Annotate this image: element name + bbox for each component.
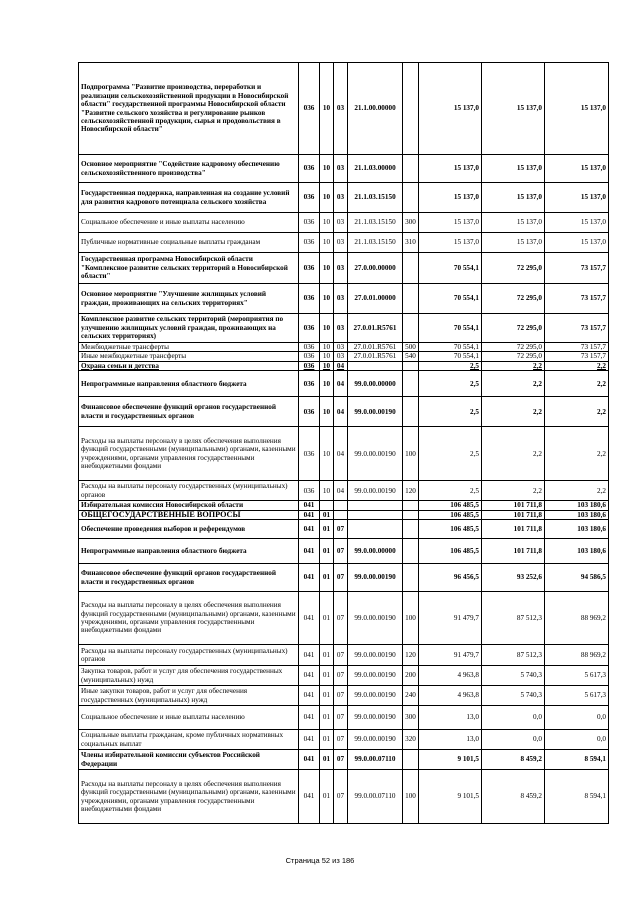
- row-name: Финансовое обеспечение функций органов государственной власти и государственных органов: [79, 564, 299, 592]
- department-code: 036: [299, 371, 320, 397]
- amount-year-2: 5 740,3: [482, 666, 545, 686]
- row-name: Закупка товаров, работ и услуг для обеспечения государственных (муниципальных) нужд: [79, 666, 299, 686]
- amount-year-1: 106 485,5: [419, 501, 482, 510]
- target-article-code: 21.1.03.15150: [348, 233, 403, 253]
- subsection-code: 04: [334, 427, 348, 481]
- amount-year-2: 2,2: [482, 397, 545, 427]
- row-name: Государственная программа Новосибирской области "Комплексное развитие сельских территорий в Новосибирской области": [79, 253, 299, 284]
- subsection-code: 07: [334, 539, 348, 564]
- row-name: Основное мероприятие "Улучшение жилищных условий граждан, проживающих на сельских территориях": [79, 284, 299, 314]
- budget-table: [78, 62, 609, 824]
- amount-year-2: 72 295,0: [482, 314, 545, 343]
- amount-year-1: 13,0: [419, 730, 482, 750]
- department-code: 036: [299, 481, 320, 501]
- target-article-code: 99.0.00.00190: [348, 592, 403, 645]
- expense-type-code: 100: [403, 592, 419, 645]
- section-code: 10: [320, 481, 334, 501]
- page-number: Страница 52 из 186: [285, 856, 355, 865]
- amount-year-1: 106 485,5: [419, 539, 482, 564]
- department-code: 036: [299, 213, 320, 233]
- amount-year-2: 5 740,3: [482, 686, 545, 706]
- section-code: 10: [320, 371, 334, 397]
- section-code: 10: [320, 427, 334, 481]
- section-code: 01: [320, 520, 334, 539]
- row-name: Охрана семьи и детства: [79, 361, 299, 370]
- expense-type-code: [403, 284, 419, 314]
- department-code: 041: [299, 539, 320, 564]
- expense-type-code: 300: [403, 213, 419, 233]
- expense-type-code: 200: [403, 666, 419, 686]
- section-code: 01: [320, 706, 334, 730]
- row-name: Подпрограмма "Развитие производства, переработки и реализации сельскохозяйственной продукции в Новосибирской области" государственной программы Новосибирской области "Развитие сельского хозяйства и регулирование рынков сельскохозяйственной продукции, сырья и продовольствия в Новосибирской области": [79, 63, 299, 155]
- row-name: Непрограммные направления областного бюджета: [79, 371, 299, 397]
- expense-type-code: [403, 539, 419, 564]
- section-code: 01: [320, 750, 334, 770]
- target-article-code: 99.0.00.00190: [348, 730, 403, 750]
- amount-year-3: 73 157,7: [545, 343, 609, 352]
- amount-year-3: 2,2: [545, 397, 609, 427]
- amount-year-3: 15 137,0: [545, 233, 609, 253]
- target-article-code: 21.1.03.15150: [348, 183, 403, 213]
- subsection-code: 03: [334, 284, 348, 314]
- subsection-code: 07: [334, 564, 348, 592]
- amount-year-3: 88 969,2: [545, 592, 609, 645]
- target-article-code: 99.0.00.00190: [348, 397, 403, 427]
- amount-year-1: 15 137,0: [419, 213, 482, 233]
- row-name: Иные закупки товаров, работ и услуг для обеспечения государственных (муниципальных) нужд: [79, 686, 299, 706]
- amount-year-3: 103 180,6: [545, 501, 609, 510]
- table-row: [79, 501, 609, 510]
- expense-type-code: 300: [403, 706, 419, 730]
- table-row: [79, 314, 609, 343]
- section-code: 10: [320, 183, 334, 213]
- amount-year-3: 88 969,2: [545, 645, 609, 666]
- amount-year-2: 87 512,3: [482, 645, 545, 666]
- subsection-code: 07: [334, 750, 348, 770]
- amount-year-3: 8 594,1: [545, 750, 609, 770]
- amount-year-1: 15 137,0: [419, 233, 482, 253]
- amount-year-1: 15 137,0: [419, 63, 482, 155]
- section-code: 10: [320, 63, 334, 155]
- department-code: 041: [299, 645, 320, 666]
- amount-year-1: 96 456,5: [419, 564, 482, 592]
- row-name: Обеспечение проведения выборов и референдумов: [79, 520, 299, 539]
- amount-year-3: 0,0: [545, 730, 609, 750]
- target-article-code: [348, 361, 403, 370]
- amount-year-2: 2,2: [482, 361, 545, 370]
- row-name: Непрограммные направления областного бюджета: [79, 539, 299, 564]
- department-code: 036: [299, 397, 320, 427]
- subsection-code: 04: [334, 361, 348, 370]
- table-row: [79, 397, 609, 427]
- expense-type-code: 540: [403, 352, 419, 361]
- table-row: [79, 361, 609, 370]
- subsection-code: 07: [334, 520, 348, 539]
- row-name: Расходы на выплаты персоналу государственных (муниципальных) органов: [79, 645, 299, 666]
- subsection-code: 03: [334, 253, 348, 284]
- amount-year-3: 73 157,7: [545, 314, 609, 343]
- amount-year-3: 103 180,6: [545, 539, 609, 564]
- expense-type-code: 500: [403, 343, 419, 352]
- subsection-code: 03: [334, 352, 348, 361]
- target-article-code: [348, 510, 403, 519]
- amount-year-3: 73 157,7: [545, 284, 609, 314]
- subsection-code: 07: [334, 686, 348, 706]
- subsection-code: 07: [334, 770, 348, 824]
- amount-year-1: 70 554,1: [419, 284, 482, 314]
- department-code: 041: [299, 750, 320, 770]
- section-code: 10: [320, 213, 334, 233]
- amount-year-3: 15 137,0: [545, 155, 609, 183]
- subsection-code: 03: [334, 343, 348, 352]
- amount-year-2: 72 295,0: [482, 284, 545, 314]
- target-article-code: 99.0.00.00190: [348, 645, 403, 666]
- department-code: 041: [299, 730, 320, 750]
- department-code: 041: [299, 770, 320, 824]
- subsection-code: [334, 510, 348, 519]
- table-row: [79, 770, 609, 824]
- section-code: 10: [320, 233, 334, 253]
- amount-year-2: 2,2: [482, 481, 545, 501]
- subsection-code: 07: [334, 592, 348, 645]
- amount-year-1: 70 554,1: [419, 253, 482, 284]
- table-row: [79, 343, 609, 352]
- table-row: [79, 233, 609, 253]
- table-body: [79, 63, 609, 824]
- row-name: Иные межбюджетные трансферты: [79, 352, 299, 361]
- amount-year-2: 0,0: [482, 730, 545, 750]
- expense-type-code: [403, 314, 419, 343]
- table-row: [79, 183, 609, 213]
- department-code: 036: [299, 361, 320, 370]
- section-code: 10: [320, 155, 334, 183]
- section-code: 01: [320, 592, 334, 645]
- section-code: 01: [320, 510, 334, 519]
- amount-year-2: 72 295,0: [482, 343, 545, 352]
- department-code: 036: [299, 314, 320, 343]
- target-article-code: 99.0.00.00000: [348, 539, 403, 564]
- department-code: 036: [299, 253, 320, 284]
- row-name: Социальное обеспечение и иные выплаты населению: [79, 213, 299, 233]
- expense-type-code: 120: [403, 645, 419, 666]
- amount-year-3: 5 617,3: [545, 666, 609, 686]
- amount-year-2: 72 295,0: [482, 253, 545, 284]
- row-name: Расходы на выплаты персоналу в целях обеспечения выполнения функций государственными (муниципальными) органами, казенными учреждениями, органами управления государственными внебюджетными фондами: [79, 427, 299, 481]
- table-row: [79, 371, 609, 397]
- amount-year-2: 101 711,8: [482, 539, 545, 564]
- table-row: [79, 481, 609, 501]
- amount-year-2: 0,0: [482, 706, 545, 730]
- amount-year-1: 91 479,7: [419, 592, 482, 645]
- table-row: [79, 352, 609, 361]
- target-article-code: 99.0.00.00190: [348, 666, 403, 686]
- target-article-code: 21.1.03.00000: [348, 155, 403, 183]
- amount-year-2: 87 512,3: [482, 592, 545, 645]
- amount-year-3: 103 180,6: [545, 510, 609, 519]
- section-code: 10: [320, 343, 334, 352]
- expense-type-code: [403, 750, 419, 770]
- subsection-code: 04: [334, 481, 348, 501]
- row-name: ОБЩЕГОСУДАРСТВЕННЫЕ ВОПРОСЫ: [79, 510, 299, 519]
- table-row: [79, 645, 609, 666]
- target-article-code: 27.0.01.R5761: [348, 343, 403, 352]
- department-code: 041: [299, 501, 320, 510]
- department-code: 036: [299, 155, 320, 183]
- amount-year-3: 94 586,5: [545, 564, 609, 592]
- amount-year-2: 15 137,0: [482, 155, 545, 183]
- table-row: [79, 686, 609, 706]
- amount-year-3: 2,2: [545, 361, 609, 370]
- amount-year-1: 70 554,1: [419, 343, 482, 352]
- target-article-code: 99.0.00.00190: [348, 686, 403, 706]
- section-code: 10: [320, 361, 334, 370]
- target-article-code: 27.0.00.00000: [348, 253, 403, 284]
- target-article-code: 99.0.00.00000: [348, 371, 403, 397]
- expense-type-code: [403, 397, 419, 427]
- table-row: [79, 564, 609, 592]
- amount-year-3: 2,2: [545, 371, 609, 397]
- table-row: [79, 730, 609, 750]
- target-article-code: 27.0.01.R5761: [348, 314, 403, 343]
- target-article-code: 21.1.00.00000: [348, 63, 403, 155]
- row-name: Государственная поддержка, направленная на создание условий для развития кадрового потенциала сельского хозяйства: [79, 183, 299, 213]
- amount-year-3: 2,2: [545, 481, 609, 501]
- target-article-code: 21.1.03.15150: [348, 213, 403, 233]
- table-row: [79, 427, 609, 481]
- amount-year-1: 13,0: [419, 706, 482, 730]
- amount-year-3: 2,2: [545, 427, 609, 481]
- table-row: [79, 706, 609, 730]
- amount-year-2: 101 711,8: [482, 501, 545, 510]
- department-code: 041: [299, 510, 320, 519]
- row-name: Расходы на выплаты персоналу в целях обеспечения выполнения функций государственными (муниципальными) органами, казенными учреждениями, органами управления государственными внебюджетными фондами: [79, 770, 299, 824]
- row-name: Члены избирательной комиссии субъектов Российской Федерации: [79, 750, 299, 770]
- subsection-code: 03: [334, 63, 348, 155]
- amount-year-2: 101 711,8: [482, 510, 545, 519]
- row-name: Финансовое обеспечение функций органов государственной власти и государственных органов: [79, 397, 299, 427]
- department-code: 041: [299, 564, 320, 592]
- department-code: 041: [299, 592, 320, 645]
- subsection-code: 04: [334, 371, 348, 397]
- amount-year-1: 2,5: [419, 361, 482, 370]
- row-name: Избирательная комиссия Новосибирской области: [79, 501, 299, 510]
- amount-year-1: 9 101,5: [419, 750, 482, 770]
- amount-year-1: 4 963,8: [419, 666, 482, 686]
- expense-type-code: [403, 155, 419, 183]
- row-name: Межбюджетные трансферты: [79, 343, 299, 352]
- department-code: 041: [299, 686, 320, 706]
- section-code: 01: [320, 686, 334, 706]
- table-row: [79, 520, 609, 539]
- amount-year-1: 4 963,8: [419, 686, 482, 706]
- amount-year-1: 15 137,0: [419, 155, 482, 183]
- amount-year-2: 2,2: [482, 427, 545, 481]
- section-code: 01: [320, 539, 334, 564]
- amount-year-2: 72 295,0: [482, 352, 545, 361]
- amount-year-3: 103 180,6: [545, 520, 609, 539]
- expense-type-code: 100: [403, 427, 419, 481]
- subsection-code: 03: [334, 183, 348, 213]
- target-article-code: [348, 501, 403, 510]
- table-row: [79, 750, 609, 770]
- section-code: 10: [320, 314, 334, 343]
- expense-type-code: 100: [403, 770, 419, 824]
- section-code: 10: [320, 397, 334, 427]
- table-row: [79, 284, 609, 314]
- expense-type-code: [403, 501, 419, 510]
- amount-year-3: 0,0: [545, 706, 609, 730]
- amount-year-1: 2,5: [419, 397, 482, 427]
- expense-type-code: [403, 361, 419, 370]
- table-row: [79, 213, 609, 233]
- section-code: 01: [320, 770, 334, 824]
- expense-type-code: [403, 564, 419, 592]
- amount-year-3: 15 137,0: [545, 63, 609, 155]
- expense-type-code: [403, 371, 419, 397]
- amount-year-2: 8 459,2: [482, 750, 545, 770]
- department-code: 036: [299, 352, 320, 361]
- amount-year-3: 5 617,3: [545, 686, 609, 706]
- amount-year-2: 93 252,6: [482, 564, 545, 592]
- table-row: [79, 666, 609, 686]
- table-row: [79, 592, 609, 645]
- expense-type-code: 310: [403, 233, 419, 253]
- department-code: 036: [299, 63, 320, 155]
- department-code: 036: [299, 427, 320, 481]
- amount-year-1: 106 485,5: [419, 510, 482, 519]
- subsection-code: 03: [334, 314, 348, 343]
- subsection-code: 03: [334, 213, 348, 233]
- department-code: 041: [299, 520, 320, 539]
- department-code: 036: [299, 284, 320, 314]
- amount-year-1: 15 137,0: [419, 183, 482, 213]
- row-name: Основное мероприятие "Содействие кадровому обеспечению сельскохозяйственного производства": [79, 155, 299, 183]
- target-article-code: 99.0.00.00190: [348, 706, 403, 730]
- amount-year-1: 106 485,5: [419, 520, 482, 539]
- section-code: 01: [320, 730, 334, 750]
- amount-year-2: 15 137,0: [482, 63, 545, 155]
- target-article-code: 99.0.00.00190: [348, 427, 403, 481]
- section-code: 10: [320, 352, 334, 361]
- expense-type-code: 120: [403, 481, 419, 501]
- department-code: 036: [299, 343, 320, 352]
- amount-year-2: 2,2: [482, 371, 545, 397]
- target-article-code: 99.0.00.00190: [348, 481, 403, 501]
- subsection-code: [334, 501, 348, 510]
- section-code: 01: [320, 645, 334, 666]
- row-name: Социальные выплаты гражданам, кроме публичных нормативных социальных выплат: [79, 730, 299, 750]
- amount-year-1: 70 554,1: [419, 352, 482, 361]
- amount-year-2: 15 137,0: [482, 213, 545, 233]
- target-article-code: [348, 520, 403, 539]
- section-code: 01: [320, 564, 334, 592]
- section-code: 10: [320, 253, 334, 284]
- table-row: [79, 155, 609, 183]
- target-article-code: 99.0.00.07110: [348, 750, 403, 770]
- table-row: [79, 63, 609, 155]
- target-article-code: 99.0.00.00190: [348, 564, 403, 592]
- row-name: Расходы на выплаты персоналу в целях обеспечения выполнения функций государственными (муниципальными) органами, казенными учреждениями, органами управления государственными внебюджетными фондами: [79, 592, 299, 645]
- section-code: 10: [320, 284, 334, 314]
- amount-year-1: 70 554,1: [419, 314, 482, 343]
- subsection-code: 03: [334, 155, 348, 183]
- section-code: 01: [320, 666, 334, 686]
- subsection-code: 04: [334, 397, 348, 427]
- target-article-code: 99.0.00.07110: [348, 770, 403, 824]
- amount-year-1: 2,5: [419, 371, 482, 397]
- department-code: 036: [299, 233, 320, 253]
- amount-year-3: 73 157,7: [545, 253, 609, 284]
- expense-type-code: [403, 510, 419, 519]
- target-article-code: 27.0.01.R5761: [348, 352, 403, 361]
- subsection-code: 07: [334, 645, 348, 666]
- row-name: Социальное обеспечение и иные выплаты населению: [79, 706, 299, 730]
- amount-year-2: 8 459,2: [482, 770, 545, 824]
- subsection-code: 03: [334, 233, 348, 253]
- amount-year-1: 9 101,5: [419, 770, 482, 824]
- expense-type-code: 320: [403, 730, 419, 750]
- amount-year-3: 8 594,1: [545, 770, 609, 824]
- expense-type-code: [403, 520, 419, 539]
- expense-type-code: [403, 183, 419, 213]
- row-name: Комплексное развитие сельских территорий (мероприятия по улучшению жилищных условий граждан, проживающих на сельских территориях): [79, 314, 299, 343]
- expense-type-code: [403, 253, 419, 284]
- table-row: [79, 510, 609, 519]
- amount-year-2: 101 711,8: [482, 520, 545, 539]
- amount-year-3: 73 157,7: [545, 352, 609, 361]
- department-code: 041: [299, 706, 320, 730]
- amount-year-3: 15 137,0: [545, 213, 609, 233]
- amount-year-1: 2,5: [419, 427, 482, 481]
- row-name: Публичные нормативные социальные выплаты гражданам: [79, 233, 299, 253]
- department-code: 041: [299, 666, 320, 686]
- expense-type-code: [403, 63, 419, 155]
- amount-year-1: 91 479,7: [419, 645, 482, 666]
- table-row: [79, 539, 609, 564]
- target-article-code: 27.0.01.00000: [348, 284, 403, 314]
- row-name: Расходы на выплаты персоналу государственных (муниципальных) органов: [79, 481, 299, 501]
- amount-year-3: 15 137,0: [545, 183, 609, 213]
- amount-year-1: 2,5: [419, 481, 482, 501]
- amount-year-2: 15 137,0: [482, 183, 545, 213]
- department-code: 036: [299, 183, 320, 213]
- amount-year-2: 15 137,0: [482, 233, 545, 253]
- subsection-code: 07: [334, 706, 348, 730]
- subsection-code: 07: [334, 730, 348, 750]
- expense-type-code: 240: [403, 686, 419, 706]
- subsection-code: 07: [334, 666, 348, 686]
- table-row: [79, 253, 609, 284]
- section-code: [320, 501, 334, 510]
